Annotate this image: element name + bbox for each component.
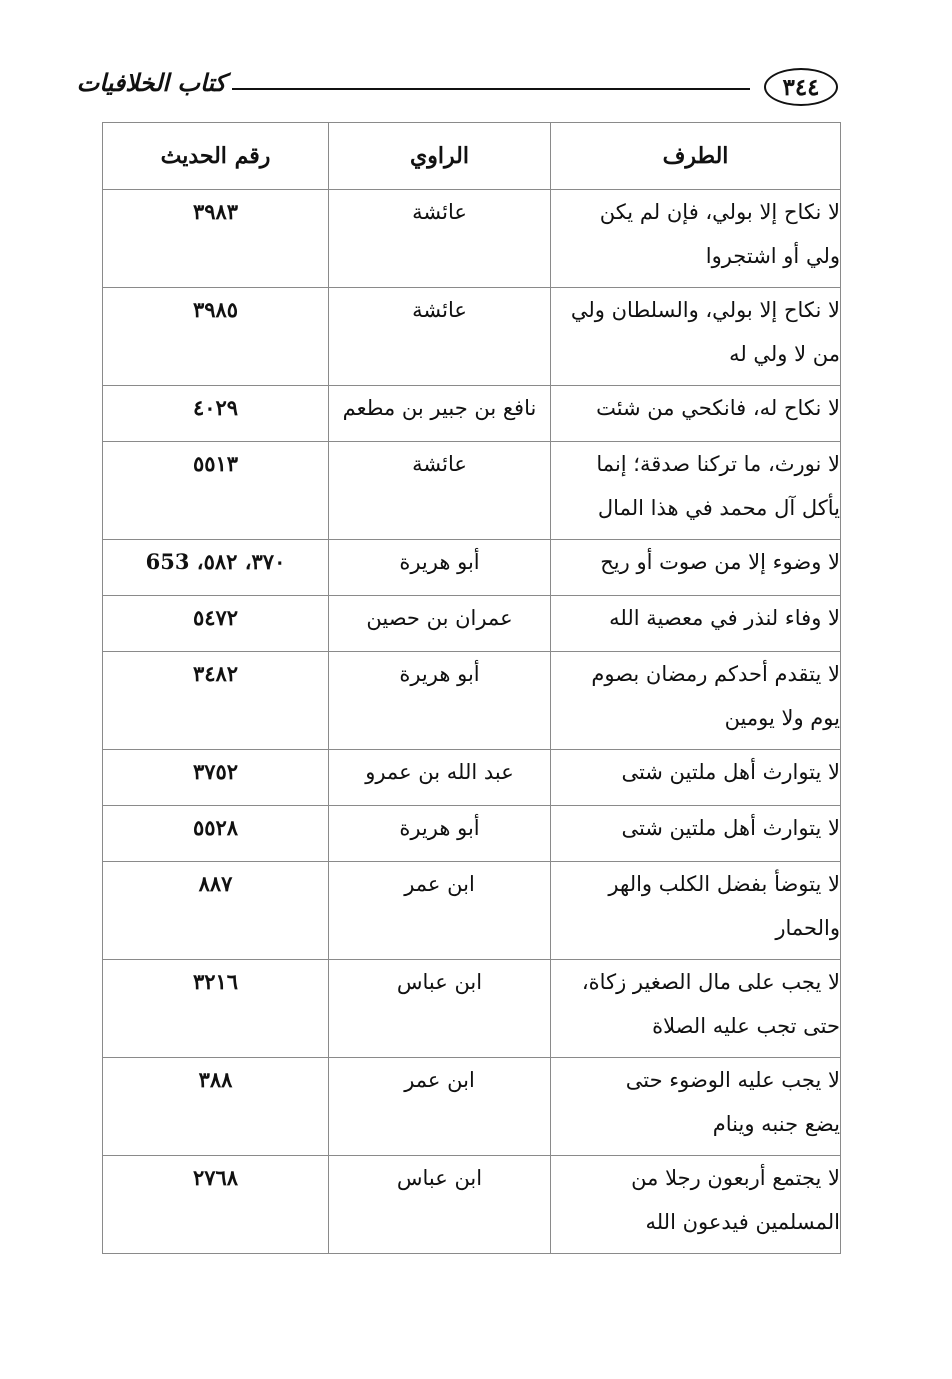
table-row (103, 1058, 841, 1156)
taraf-cell (551, 806, 841, 862)
table-row (103, 652, 841, 750)
table-row (103, 442, 841, 540)
taraf-line: من لا ولي له (729, 342, 840, 366)
narrator-cell: أبو هريرة (329, 540, 551, 596)
taraf-line: لا وضوء إلا من صوت أو ريح (600, 550, 840, 574)
table-row (103, 960, 841, 1058)
taraf-line: لا يجتمع أربعون رجلا من (631, 1166, 840, 1190)
hadith-number-cell: ٣٢١٦ (103, 960, 329, 1058)
taraf-cell (551, 596, 841, 652)
narrator-cell: ابن عمر (329, 1058, 551, 1156)
taraf-line: المسلمين فيدعون الله (645, 1210, 840, 1234)
taraf-cell (551, 1058, 841, 1156)
header-rule (232, 88, 750, 90)
narrator-cell: عائشة (329, 288, 551, 386)
taraf-line: لا نكاح إلا بولي، والسلطان ولي (570, 298, 840, 322)
taraf-line: لا وفاء لنذر في معصية الله (609, 606, 840, 630)
hadith-number-cell: ٣٨٨ (103, 1058, 329, 1156)
table-row (103, 750, 841, 806)
narrator-cell: ابن عباس (329, 960, 551, 1058)
table-row (103, 806, 841, 862)
taraf-line: لا يجب على مال الصغير زكاة، (581, 970, 840, 994)
taraf-cell (551, 960, 841, 1058)
narrator-cell: عمران بن حصين (329, 596, 551, 652)
taraf-cell (551, 750, 841, 806)
narrator-cell: أبو هريرة (329, 806, 551, 862)
taraf-line: لا يتقدم أحدكم رمضان بصوم (591, 662, 840, 686)
hadith-number-cell: ٨٨٧ (103, 862, 329, 960)
taraf-line: لا نكاح له، فانكحي من شئت (596, 396, 840, 420)
table-row (103, 386, 841, 442)
taraf-line: لا نكاح إلا بولي، فإن لم يكن (599, 200, 840, 224)
narrator-cell: ابن عمر (329, 862, 551, 960)
book-title: كتاب الخلافيات (76, 68, 226, 97)
taraf-cell (551, 190, 841, 288)
table-row (103, 540, 841, 596)
taraf-line: يضع جنبه وينام (712, 1112, 840, 1136)
page-header (76, 66, 842, 114)
hadith-number-cell: ٣٧٠، ٥٨٢، 653 (103, 540, 329, 596)
taraf-line: يوم ولا يومين (724, 706, 840, 730)
hadith-number-cell: ٣٩٨٥ (103, 288, 329, 386)
table-row (103, 190, 841, 288)
column-header-number: رقم الحديث (103, 123, 329, 190)
hadith-number-cell: ٥٤٧٢ (103, 596, 329, 652)
hadith-number-cell: ٤٠٢٩ (103, 386, 329, 442)
hadith-number-cell: ٢٧٦٨ (103, 1156, 329, 1254)
page-number: ٣٤٤ (764, 68, 838, 106)
hadith-number-cell: ٣٧٥٢ (103, 750, 329, 806)
narrator-cell: عائشة (329, 190, 551, 288)
taraf-line: حتى تجب عليه الصلاة (652, 1014, 840, 1038)
taraf-line: لا يتوارث أهل ملتين شتى (621, 816, 840, 840)
taraf-line: لا يجب عليه الوضوء حتى (625, 1068, 840, 1092)
narrator-cell: أبو هريرة (329, 652, 551, 750)
taraf-cell (551, 386, 841, 442)
hadith-number-cell: ٣٤٨٢ (103, 652, 329, 750)
hadith-index-table (102, 122, 841, 1254)
taraf-cell (551, 1156, 841, 1254)
narrator-cell: ابن عباس (329, 1156, 551, 1254)
table-row (103, 596, 841, 652)
table-row (103, 1156, 841, 1254)
taraf-line: يأكل آل محمد في هذا المال (597, 496, 840, 520)
taraf-line: لا يتوضأ بفضل الكلب والهر (608, 872, 840, 896)
hadith-number-cell: ٥٥٢٨ (103, 806, 329, 862)
taraf-line: لا يتوارث أهل ملتين شتى (621, 760, 840, 784)
table-row (103, 288, 841, 386)
narrator-cell: عبد الله بن عمرو (329, 750, 551, 806)
column-header-taraf: الطرف (551, 123, 841, 190)
table-header-row (103, 123, 841, 190)
taraf-line: والحمار (775, 916, 840, 940)
hadith-number-cell: ٥٥١٣ (103, 442, 329, 540)
taraf-cell (551, 442, 841, 540)
column-header-rawi: الراوي (329, 123, 551, 190)
table-row (103, 862, 841, 960)
taraf-cell (551, 288, 841, 386)
hadith-number-cell: ٣٩٨٣ (103, 190, 329, 288)
narrator-cell: عائشة (329, 442, 551, 540)
taraf-cell (551, 862, 841, 960)
taraf-line: ولي أو اشتجروا (705, 244, 840, 268)
taraf-cell (551, 652, 841, 750)
taraf-line: لا نورث، ما تركنا صدقة؛ إنما (596, 452, 840, 476)
narrator-cell: نافع بن جبير بن مطعم (329, 386, 551, 442)
taraf-cell (551, 540, 841, 596)
